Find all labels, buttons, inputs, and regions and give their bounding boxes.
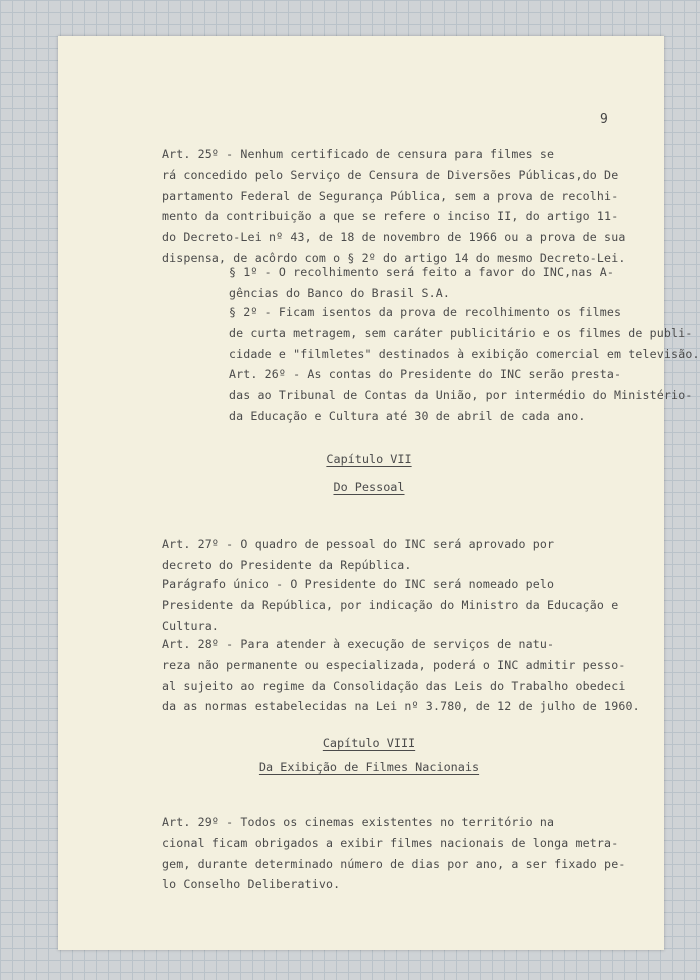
article-28: Art. 28º - Para atender à execução de serviços de natu- reza não permanente ou especializada, poderá o INC admitir pesso- al sujeito ao regime da Consolidação das Leis do Trabalho obedeci da as normas estabelecidas na Lei nº 3.780, de 12 de julho de 1960. — [162, 637, 640, 714]
article-29: Art. 29º - Todos os cinemas existentes no território na cional ficam obrigados a exibir filmes nacionais de longa metra- gem, durante determinado número de dias por ano, a ser fixado pe- lo Conselho Deliberativo. — [162, 815, 626, 892]
document-page — [58, 36, 700, 950]
page-number: 9 — [600, 112, 608, 127]
article-26: Art. 26º - As contas do Presidente do INC serão presta- das ao Tribunal de Contas da União, por intermédio do Ministério- da Educação e Cultura até 30 de abril de cada ano. — [229, 367, 693, 423]
article-27-sole-paragraph: Parágrafo único - O Presidente do INC será nomeado pelo Presidente da República, por indicação do Ministro da Educação e Cultura. — [162, 577, 619, 633]
article-25: Art. 25º - Nenhum certificado de censura para filmes se rá concedido pelo Serviço de Censura de Diversões Públicas,do De partamento Federal de Segurança Pública, sem a prova de recolhi- mento da contribuição a que se refere o inciso II, do artigo 11- do Decreto-Lei nº 43, de 18 de novembro de 1966 ou a prova de sua dispensa, de acôrdo com o § 2º do artigo 14 do mesmo Decreto-Lei. — [162, 147, 626, 265]
article-27: Art. 27º - O quadro de pessoal do INC será aprovado por decreto do Presidente da República. — [162, 537, 555, 572]
article-25-paragraph-1: § 1º - O recolhimento será feito a favor do INC,nas A- gências do Banco do Brasil S.A. — [229, 265, 615, 300]
chapter-8-subtitle: Da Exibição de Filmes Nacionais — [258, 760, 480, 774]
chapter-7-subtitle: Do Pessoal — [333, 480, 405, 494]
article-25-paragraph-2: § 2º - Ficam isentos da prova de recolhimento os filmes de curta metragem, sem caráter publicitário e os filmes de publi- cidade e "filmletes" destinados à exibição comercial em televisão. — [229, 305, 700, 361]
chapter-8-title: Capítulo VIII — [322, 736, 416, 750]
chapter-7-title: Capítulo VII — [326, 452, 412, 466]
